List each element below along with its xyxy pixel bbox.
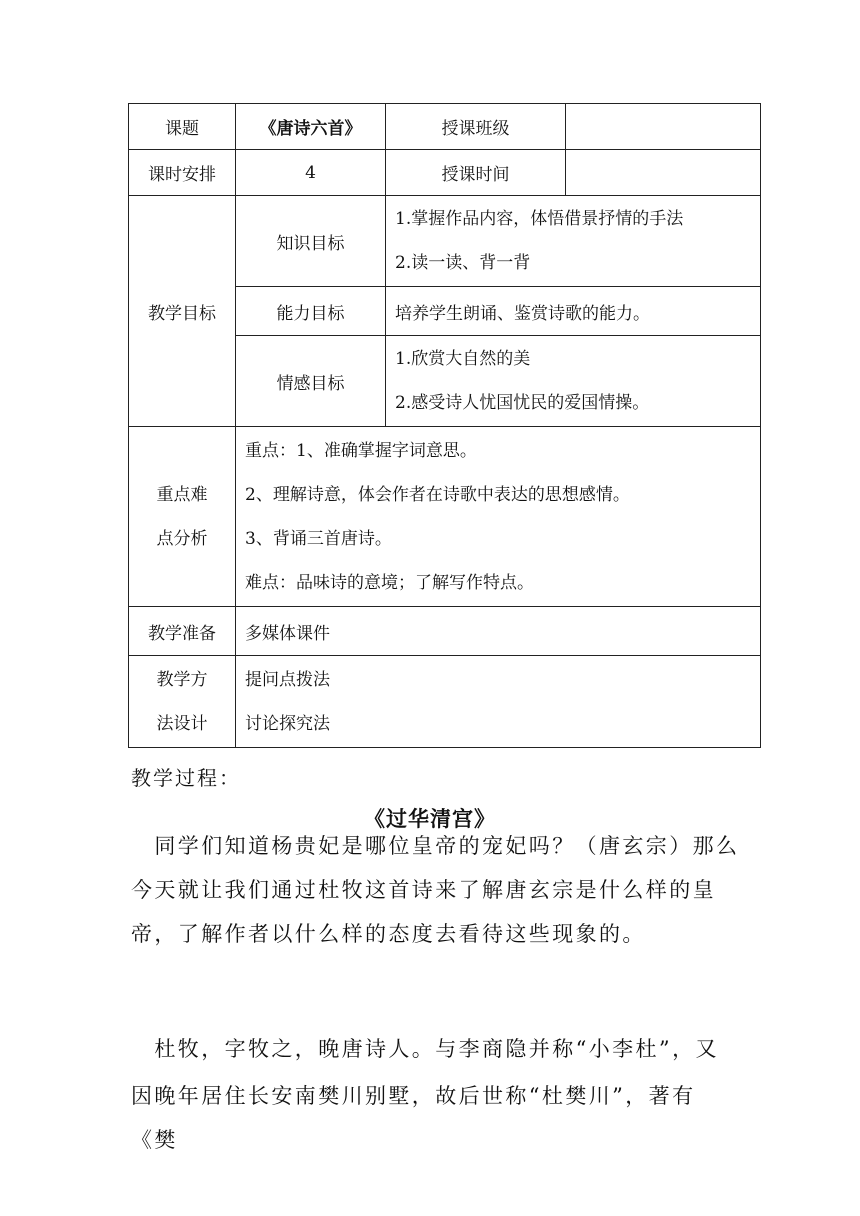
- knowledge-goal-label: 知识目标: [236, 196, 386, 287]
- key-point-line: 重点：1、准确掌握字词意思。: [245, 440, 477, 461]
- method-line: 提问点拨法: [245, 669, 330, 690]
- method-label: [129, 656, 236, 748]
- key-points-label-line: 重点难: [156, 484, 208, 505]
- knowledge-goal-line: 2.读一读、背一背: [395, 253, 531, 273]
- goals-label: 教学目标: [129, 196, 236, 427]
- method-line: 讨论探究法: [245, 713, 330, 734]
- method-label-line: 教学方: [156, 669, 208, 690]
- key-point-line: 2、理解诗意，体会作者在诗歌中表达的思想感情。: [245, 484, 630, 505]
- method-label-line: 法设计: [156, 713, 208, 734]
- emotion-goal-line: 2.感受诗人忧国忧民的爱国情操。: [395, 393, 650, 413]
- row-hours: [129, 150, 761, 196]
- lesson-plan-table: [128, 103, 761, 748]
- topic-label: 课题: [129, 104, 236, 150]
- key-points-label: [129, 427, 236, 607]
- row-key-points: [129, 427, 761, 607]
- row-topic: [129, 104, 761, 150]
- section-title: 《过华清宫》: [364, 806, 496, 831]
- prep-label: 教学准备: [129, 607, 236, 656]
- hours-label: 课时安排: [129, 150, 236, 196]
- ability-goal-label: 能力目标: [236, 287, 386, 336]
- key-point-line: 难点：品味诗的意境；了解写作特点。: [245, 572, 534, 593]
- emotion-goal-line: 1.欣赏大自然的美: [395, 349, 531, 369]
- key-point-line: 3、背诵三首唐诗。: [245, 528, 392, 549]
- prep-value: 多媒体课件: [236, 607, 761, 656]
- time-label: 授课时间: [386, 150, 566, 196]
- paragraph-author-line: 因晚年居住长安南樊川别墅，故后世称“杜樊川”，著有《樊: [131, 1084, 696, 1152]
- class-label: 授课班级: [386, 104, 566, 150]
- paragraph-author-line: 杜牧，字牧之，晚唐诗人。与李商隐并称“小李杜”，又: [131, 1037, 719, 1061]
- process-label: 教学过程：: [131, 766, 241, 790]
- paragraph-intro: 同学们知道杨贵妃是哪位皇帝的宠妃吗？（唐玄宗）那么今天就让我们通过杜牧这首诗来了解唐玄宗是什么样的皇帝，了解作者以什么样的态度去看待这些现象的。: [131, 834, 740, 946]
- row-knowledge-goal: [129, 196, 761, 287]
- key-points-content: [236, 427, 761, 607]
- knowledge-goal-line: 1.掌握作品内容，体悟借景抒情的手法: [395, 209, 684, 229]
- row-method: [129, 656, 761, 748]
- key-points-label-line: 点分析: [156, 528, 208, 549]
- emotion-goal-label: 情感目标: [236, 336, 386, 427]
- ability-goal-content: 培养学生朗诵、鉴赏诗歌的能力。: [386, 287, 761, 336]
- topic-value: 《唐诗六首》: [236, 104, 386, 150]
- knowledge-goal-content: [386, 196, 761, 287]
- method-content: [236, 656, 761, 748]
- row-prep: [129, 607, 761, 656]
- hours-value: 4: [236, 150, 386, 196]
- time-value: [566, 150, 761, 196]
- class-value: [566, 104, 761, 150]
- emotion-goal-content: [386, 336, 761, 427]
